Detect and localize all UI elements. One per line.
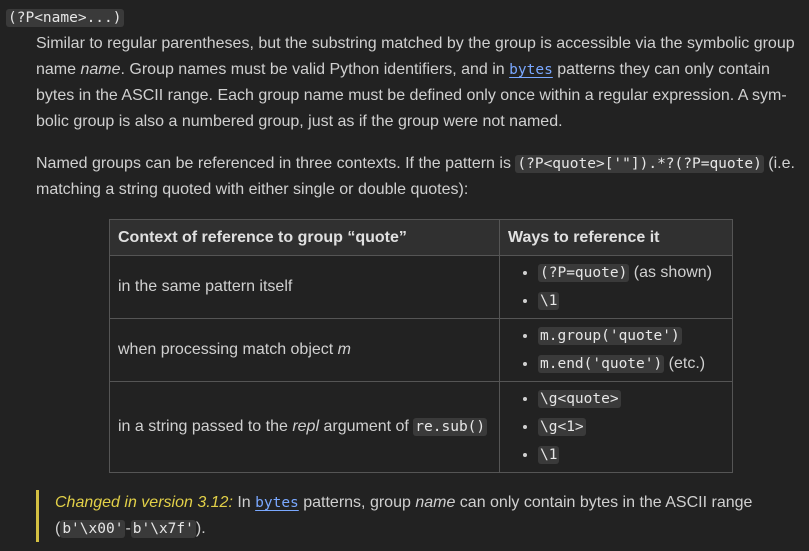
function-signature: [6, 9, 124, 27]
bytes-link[interactable]: bytes: [255, 495, 299, 511]
ways-list: [508, 382, 724, 472]
version-label: Changed in version 3.12:: [55, 494, 233, 511]
header-context: Context of reference to group “quote”: [110, 220, 500, 256]
ref-text: (as shown): [629, 264, 713, 281]
list-item: [538, 441, 724, 469]
ref-code: \g<quote>: [540, 391, 619, 407]
para1-text-1: Similar to regular parentheses, but the substring matched by the group is accessible via the symbolic group name: [36, 35, 795, 78]
context-text: in a string passed to the: [118, 418, 293, 435]
signature-code: (?P<name>...): [8, 10, 122, 26]
context-text: in the same pattern itself: [118, 278, 293, 295]
para2-text-1: Named groups can be referenced in three contexts. If the pattern is: [36, 155, 516, 172]
ref-code: m.end('quote'): [540, 356, 663, 372]
table-row: [110, 382, 733, 473]
list-item: [538, 413, 724, 441]
table-row: [110, 319, 733, 382]
table-row: [110, 256, 733, 319]
header-ways: Ways to reference it: [500, 220, 733, 256]
reference-table: [109, 219, 733, 473]
context-italic: m: [337, 341, 351, 358]
note-code-2: b'\x7f': [132, 521, 194, 537]
note-name-italic: name: [415, 494, 456, 511]
note-text-3: can only contain bytes in the ASCII range (: [55, 494, 753, 537]
ways-cell: [500, 319, 733, 382]
list-item: [538, 350, 724, 378]
table-header-row: [110, 220, 733, 256]
context-cell: [110, 319, 500, 382]
para2-text-2: (i.e. matching a string quoted with either single or double quotes):: [36, 155, 795, 198]
list-item: [538, 287, 724, 315]
note-text-2: patterns, group: [298, 494, 416, 511]
context-cell: [110, 256, 500, 319]
para1-name-italic: name: [80, 61, 121, 78]
ref-code: \1: [540, 293, 558, 309]
context-italic: repl: [292, 418, 320, 435]
note-dash: -: [125, 520, 131, 537]
para1-text-2: . Group names must be valid Python identifiers, and in: [120, 61, 510, 78]
context-text: when processing match object: [118, 341, 338, 358]
bytes-link[interactable]: bytes: [509, 62, 553, 78]
ref-code: (?P=quote): [540, 265, 628, 281]
note-text-4: ).: [195, 520, 206, 537]
ways-list: [508, 256, 724, 318]
context-cell: [110, 382, 500, 473]
note-code-1: b'\x00': [62, 521, 124, 537]
ways-cell: [500, 256, 733, 319]
resub-code: re.sub(): [415, 419, 486, 435]
pattern-code: (?P<quote>['"]).*?(?P=quote): [517, 156, 762, 172]
ref-text: (etc.): [664, 355, 706, 372]
ref-code: \1: [540, 447, 558, 463]
list-item: [538, 322, 724, 350]
list-item: [538, 385, 724, 413]
ways-list: [508, 319, 724, 381]
contexts-paragraph: [36, 151, 796, 203]
note-text-1: In: [232, 494, 256, 511]
version-changed-note: [36, 490, 809, 542]
description-paragraph: [36, 31, 796, 135]
list-item: [538, 259, 724, 287]
para1-text-3: patterns they can only contain bytes in the ASCII range. Each group name must be defined only once within a regular expression. A symbolic group is also a numbered group, just as if the group were not named.: [36, 61, 787, 130]
ref-code: \g<1>: [540, 419, 584, 435]
ref-code: m.group('quote'): [540, 328, 680, 344]
context-text: argument of: [319, 418, 414, 435]
ways-cell: [500, 382, 733, 473]
